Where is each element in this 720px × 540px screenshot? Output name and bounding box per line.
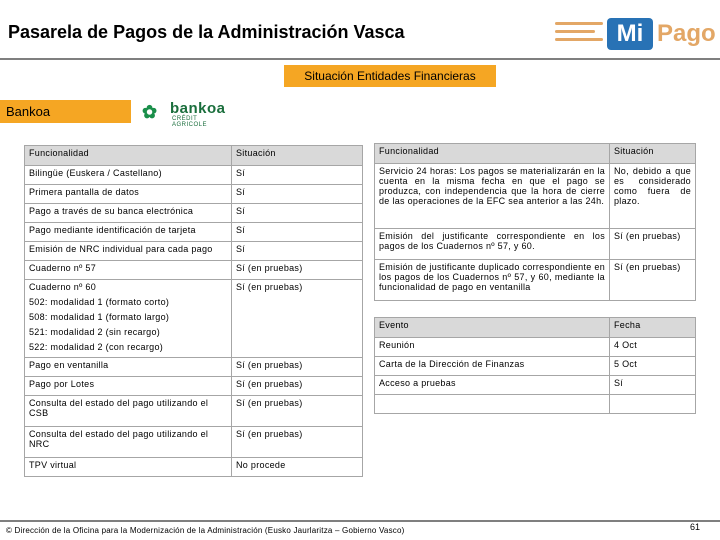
page-title: Pasarela de Pagos de la Administración Vasca [8,22,405,42]
row-situacion: Sí [232,166,363,185]
section-banner: Situación Entidades Financieras [284,65,496,87]
row-funcionalidad: Pago a través de su banca electrónica [25,204,232,223]
table-row [375,357,696,376]
row-funcionalidad: Consulta del estado del pago utilizando el CSB [25,396,232,427]
table-row [25,242,363,261]
row-evento [375,395,610,414]
table-header-row [25,146,363,166]
footer-divider [0,520,720,522]
table-row [375,229,696,260]
row-situacion: Sí (en pruebas) [232,427,363,458]
list-item: 522: modalidad 2 (con recargo) [29,342,164,352]
table-row [25,427,363,458]
list-item: 508: modalidad 1 (formato largo) [29,312,170,322]
row-fecha: Sí [610,376,696,395]
row-situacion: Sí [232,223,363,242]
mipago-logo [555,14,715,54]
header-funcionalidad: Funcionalidad [375,144,610,164]
row-fecha: 4 Oct [610,338,696,357]
table-row [375,376,696,395]
row-situacion: Sí (en pruebas) [232,280,363,358]
row-situacion: No, debido a que es considerado como fuera de plazo. [610,164,696,229]
cuaderno60-label: Cuaderno nº 60 [29,282,97,292]
table-row [375,164,696,229]
cuaderno60-sublist [29,297,227,352]
bankoa-logo [142,100,232,128]
list-item: 521: modalidad 2 (sin recargo) [29,327,161,337]
row-situacion: No procede [232,458,363,477]
row-funcionalidad: Cuaderno nº 57 [25,261,232,280]
row-funcionalidad: Consulta del estado del pago utilizando el NRC [25,427,232,458]
table-row [25,458,363,477]
table-row [25,261,363,280]
row-funcionalidad: Emisión del justificante correspondiente en los pagos de los Cuadernos nº 57, y 60. [375,229,610,260]
row-funcionalidad: Bilingüe (Euskera / Castellano) [25,166,232,185]
table-row [375,260,696,301]
table-row [25,280,363,358]
header-funcionalidad: Funcionalidad [25,146,232,166]
left-functionality-table [24,145,363,477]
page-number: 61 [690,522,701,532]
row-situacion: Sí (en pruebas) [232,358,363,377]
row-fecha [610,395,696,414]
bankoa-logo-sub: CRÉDIT AGRICOLE [172,116,208,128]
table-row [25,358,363,377]
row-evento: Acceso a pruebas [375,376,610,395]
row-funcionalidad: Pago mediante identificación de tarjeta [25,223,232,242]
row-situacion: Sí (en pruebas) [610,260,696,301]
header-divider [0,58,720,60]
row-situacion: Sí [232,242,363,261]
row-funcionalidad: TPV virtual [25,458,232,477]
row-fecha: 5 Oct [610,357,696,376]
row-funcionalidad: Emisión de justificante duplicado correspondiente en los pagos de los Cuadernos nº 57, y 60, mediante la funcionalidad de pago en ventanilla [375,260,610,301]
footer-copyright: © Dirección de la Oficina para la Modernización de la Administración (Eusko Jaurlaritza – Gobierno Vasco) [6,526,405,535]
bankoa-mark-icon: ✿ [142,102,158,122]
row-funcionalidad: Pago en ventanilla [25,358,232,377]
events-table [374,317,696,414]
table-row [25,166,363,185]
bank-banner: Bankoa [0,100,131,123]
row-funcionalidad: Emisión de NRC individual para cada pago [25,242,232,261]
row-evento: Reunión [375,338,610,357]
list-item: 502: modalidad 1 (formato corto) [29,297,170,307]
table-row [25,185,363,204]
bankoa-logo-text: bankoa [170,100,226,117]
table-row [25,377,363,396]
header-fecha: Fecha [610,318,696,338]
row-funcionalidad-cuaderno60 [25,280,232,358]
row-funcionalidad: Pago por Lotes [25,377,232,396]
table-row [375,338,696,357]
header-situacion: Situación [610,144,696,164]
table-header-row [375,144,696,164]
logo-lines [555,22,603,46]
row-evento: Carta de la Dirección de Finanzas [375,357,610,376]
row-funcionalidad: Servicio 24 horas: Los pagos se materializarán en la cuenta en la misma fecha en que el pago se produzca, con independencia que la hora de cierre de las operaciones de la EFC sea anterior a las 24h. [375,164,610,229]
table-row [25,223,363,242]
row-funcionalidad: Primera pantalla de datos [25,185,232,204]
table-header-row [375,318,696,338]
row-situacion: Sí (en pruebas) [232,396,363,427]
logo-mi: Mi [607,18,653,50]
right-functionality-table [374,143,696,301]
row-situacion: Sí (en pruebas) [610,229,696,260]
row-situacion: Sí [232,204,363,223]
row-situacion: Sí (en pruebas) [232,261,363,280]
row-situacion: Sí (en pruebas) [232,377,363,396]
table-row [375,395,696,414]
table-row [25,204,363,223]
row-situacion: Sí [232,185,363,204]
table-row [25,396,363,427]
logo-pago: Pago [657,20,716,47]
header-evento: Evento [375,318,610,338]
header-situacion: Situación [232,146,363,166]
